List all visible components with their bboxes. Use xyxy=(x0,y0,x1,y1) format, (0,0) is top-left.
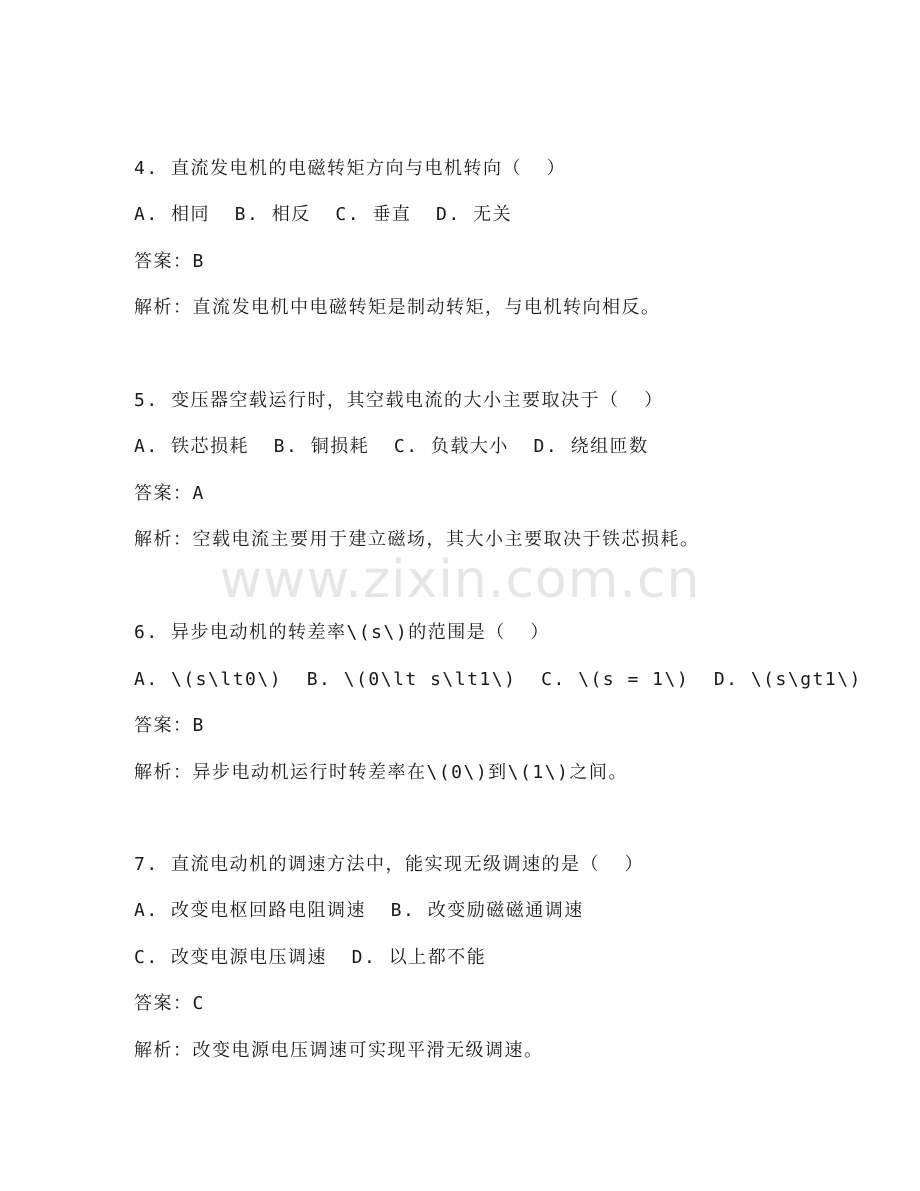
question-7-options-line-1: A. 改变电枢回路电阻调速 B. 改变励磁磁通调速 xyxy=(134,900,584,921)
question-7-stem: 7. 直流电动机的调速方法中，能实现无级调速的是（ ） xyxy=(134,854,645,875)
question-4-analysis: 解析：直流发电机中电磁转矩是制动转矩，与电机转向相反。 xyxy=(134,297,661,318)
question-6-analysis: 解析：异步电动机运行时转差率在\(0\)到\(1\)之间。 xyxy=(134,762,628,783)
question-6-stem: 6. 异步电动机的转差率\(s\)的范围是（ ） xyxy=(134,622,550,643)
question-5-options: A. 铁芯损耗 B. 铜损耗 C. 负载大小 D. 绕组匝数 xyxy=(134,436,649,457)
watermark: www.zixin.com.cn xyxy=(219,550,701,610)
question-5-stem: 5. 变压器空载运行时，其空载电流的大小主要取决于（ ） xyxy=(134,390,664,411)
question-7-answer: 答案：C xyxy=(134,993,205,1014)
question-4-stem: 4. 直流发电机的电磁转矩方向与电机转向（ ） xyxy=(134,158,567,179)
question-5-analysis: 解析：空载电流主要用于建立磁场，其大小主要取决于铁芯损耗。 xyxy=(134,529,700,550)
question-6-options: A. \(s\lt0\) B. \(0\lt s\lt1\) C. \(s = 1\) D. \(s\gt1\) xyxy=(134,669,862,690)
question-7-analysis: 解析：改变电源电压调速可实现平滑无级调速。 xyxy=(134,1040,544,1061)
question-7-options-line-2: C. 改变电源电压调速 D. 以上都不能 xyxy=(134,947,487,968)
question-4-options: A. 相同 B. 相反 C. 垂直 D. 无关 xyxy=(134,204,513,225)
question-5-answer: 答案：A xyxy=(134,483,205,504)
question-6-answer: 答案：B xyxy=(134,715,205,736)
question-4-answer: 答案：B xyxy=(134,251,205,272)
